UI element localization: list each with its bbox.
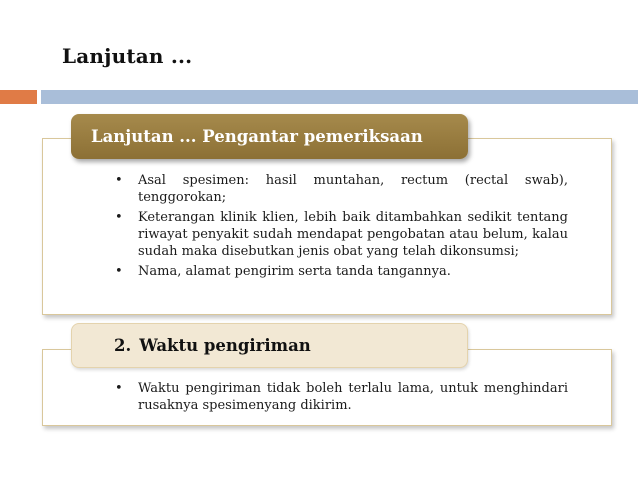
bullet-icon: • xyxy=(115,381,123,396)
list-item-text: Asal spesimen: hasil muntahan, rectum (rectal swab), tenggorokan; xyxy=(138,173,568,205)
section-header-label: Waktu pengiriman xyxy=(139,336,311,355)
accent-bar-blue xyxy=(41,90,638,104)
list-item xyxy=(112,263,568,280)
list-item xyxy=(112,172,568,206)
bullet-icon: • xyxy=(115,210,123,225)
accent-bar-orange xyxy=(0,90,37,104)
list-item-text: Nama, alamat pengirim serta tanda tangannya. xyxy=(138,264,451,279)
list-item xyxy=(112,209,568,260)
bullet-list-delivery-time xyxy=(112,380,568,417)
section-header-waktu-pengiriman xyxy=(71,323,468,368)
list-item-text: Keterangan klinik klien, lebih baik ditambahkan sedikit tentang riwayat penyakit sudah mendapat pengobatan atau belum, kalau sudah maka disebutkan jenis obat yang telah dikonsumsi; xyxy=(138,210,568,259)
list-item xyxy=(112,380,568,414)
section-number: 2. xyxy=(114,336,132,355)
bullet-list-specimen-info xyxy=(112,172,568,283)
bullet-icon: • xyxy=(115,264,123,279)
list-item-text: Waktu pengiriman tidak boleh terlalu lama, untuk menghindari rusaknya spesimenyang dikirim. xyxy=(138,381,568,413)
section-header-pengantar: Lanjutan ... Pengantar pemeriksaan xyxy=(71,114,468,159)
bullet-icon: • xyxy=(115,173,123,188)
slide-title: Lanjutan ... xyxy=(62,44,193,68)
